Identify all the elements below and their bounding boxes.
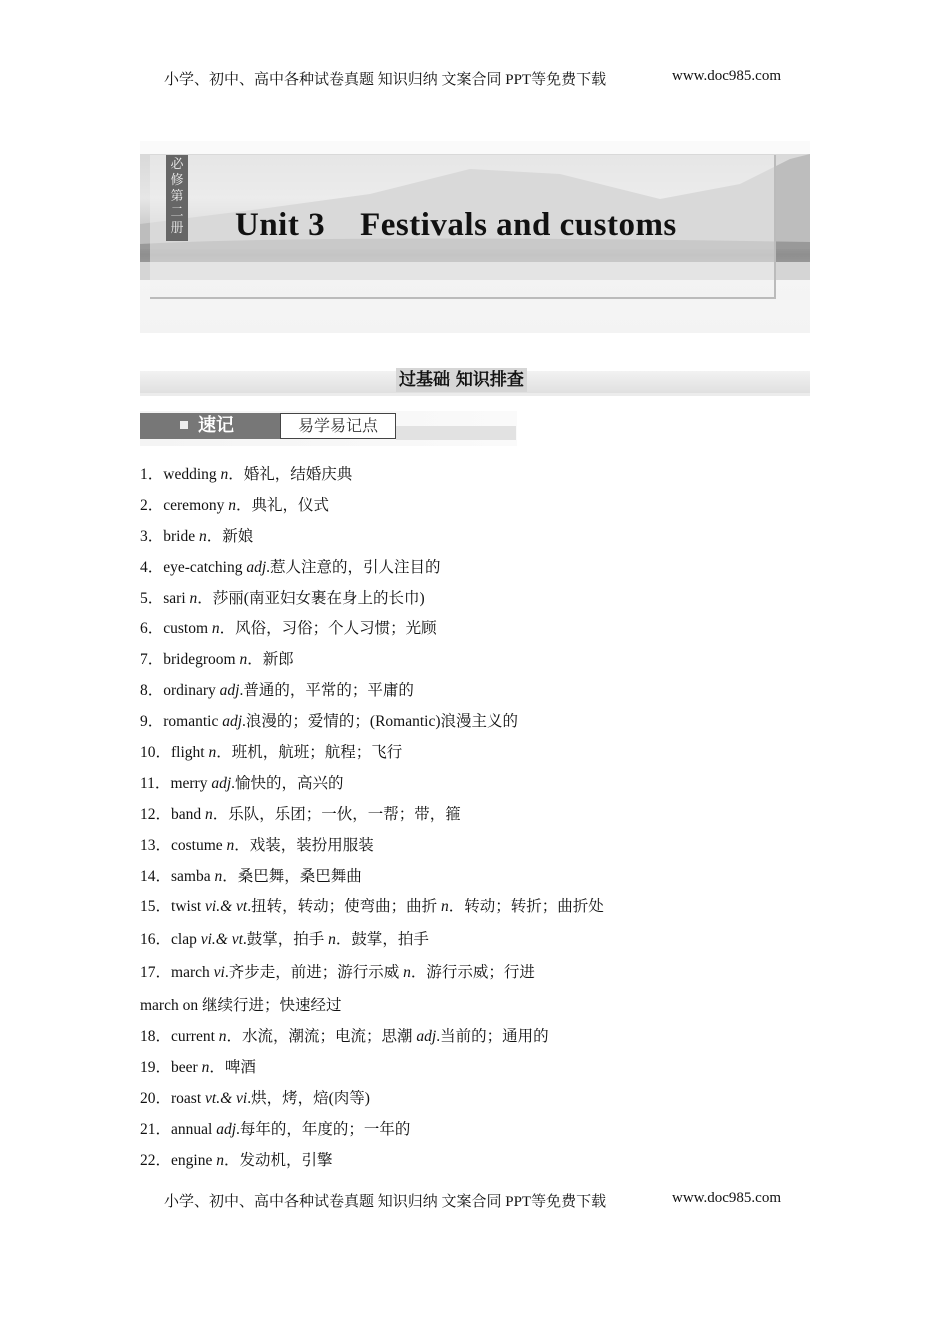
header-text: 小学、初中、高中各种试卷真题 知识归纳 文案合同 PPT等免费下载	[164, 72, 607, 88]
quick-label: 速记	[198, 415, 234, 436]
entry-meaning: ．发动机，引擎	[223, 1151, 333, 1169]
vocab-entry	[140, 524, 604, 555]
entry-word: samba	[171, 867, 215, 885]
vocab-entry	[140, 616, 604, 647]
vocabulary-list	[140, 462, 604, 1179]
vocab-entry	[140, 678, 604, 709]
vocab-entry	[140, 586, 604, 617]
vocab-entry	[140, 802, 604, 833]
entry-word: flight	[171, 744, 209, 762]
entry-word: engine	[171, 1151, 217, 1169]
entry-number: 2．	[140, 496, 164, 514]
vocab-entry	[140, 493, 604, 524]
entry-meaning: .浪漫的；爱情的；(Romantic)浪漫主义的	[242, 713, 519, 731]
part-of-speech: n	[208, 744, 217, 762]
part-of-speech: n	[199, 527, 207, 545]
part-of-speech: vi.& vt	[200, 931, 243, 949]
entry-meaning: .齐步走，前进；游行示威	[224, 964, 404, 982]
part-of-speech: adj	[211, 774, 232, 792]
vocab-entry	[140, 1148, 604, 1179]
vocab-entry	[140, 894, 604, 927]
part-of-speech: adj	[246, 558, 267, 576]
entry-meaning: .当前的；通用的	[436, 1028, 549, 1046]
entry-meaning: .普通的，平常的；平庸的	[239, 682, 414, 700]
entry-meaning: .扭转，转动；使弯曲；曲折	[247, 898, 441, 916]
vocab-entry	[140, 462, 604, 493]
part-of-speech: n	[218, 1028, 227, 1046]
quick-memory-header	[140, 411, 517, 446]
vocab-entry	[140, 927, 604, 960]
entry-number: 6．	[140, 620, 164, 638]
entry-word: sari	[163, 589, 190, 607]
entry-word: ceremony	[163, 496, 229, 514]
entry-meaning: ．新娘	[206, 527, 254, 545]
entry-word: current	[171, 1028, 219, 1046]
decor-bar	[396, 426, 516, 440]
entry-number: 20．	[140, 1090, 172, 1108]
part-of-speech: adj	[216, 1121, 237, 1139]
entry-number: 15．	[140, 898, 172, 916]
entry-word: roast	[171, 1090, 206, 1108]
part-of-speech: adj	[219, 682, 240, 700]
entry-number: 12．	[140, 805, 172, 823]
part-of-speech: n	[228, 496, 236, 514]
part-of-speech: vt.& vi	[205, 1090, 248, 1108]
entry-meaning: ．婚礼，结婚庆典	[228, 466, 353, 483]
unit-banner	[140, 141, 810, 333]
entry-meaning: ．莎丽(南亚妇女裹在身上的长巾)	[197, 589, 425, 607]
entry-number: 8．	[140, 682, 164, 700]
entry-number: 17．	[140, 964, 172, 982]
entry-number: 1．	[140, 466, 164, 483]
vocab-entry	[140, 771, 604, 802]
entry-meaning: ．典礼，仪式	[236, 496, 330, 514]
part-of-speech: n	[220, 466, 229, 483]
vocab-entry	[140, 1055, 604, 1086]
entry-number: 10．	[140, 744, 172, 762]
entry-word: beer	[171, 1059, 202, 1077]
entry-meaning: ．转动；转折；曲折处	[448, 898, 604, 916]
part-of-speech: n	[226, 836, 235, 854]
book-tag: 必修第二册	[166, 155, 188, 241]
entry-word: bridegroom	[163, 651, 240, 669]
part-of-speech: n	[214, 867, 223, 885]
entry-number: 4．	[140, 558, 164, 576]
vocab-entry	[140, 647, 604, 678]
entry-meaning: ．桑巴舞，桑巴舞曲	[222, 867, 362, 885]
entry-meaning: .每年的，年度的；一年的	[236, 1121, 411, 1139]
quick-sublabel: 易学易记点	[280, 413, 396, 439]
header-url: www.doc985.com	[672, 68, 782, 84]
quick-label-box	[140, 413, 280, 439]
part-of-speech: n	[403, 964, 411, 982]
entry-number: 7．	[140, 651, 164, 669]
entry-word: twist	[171, 898, 206, 916]
entry-meaning: ．鼓掌，拍手	[335, 931, 429, 949]
entry-meaning: ．游行示威；行进	[410, 964, 535, 982]
entry-word: march	[171, 964, 214, 982]
section-header	[140, 371, 810, 396]
vocab-entry	[140, 1086, 604, 1117]
part-of-speech: n	[205, 805, 213, 823]
part-of-speech: n	[201, 1059, 210, 1077]
entry-meaning: .鼓掌，拍手	[242, 931, 329, 949]
entry-meaning: ．戏装，装扮用服装	[234, 836, 374, 854]
entry-number: 16．	[140, 931, 172, 949]
entry-word: band	[171, 805, 206, 823]
vocab-entry	[140, 864, 604, 895]
part-of-speech: n	[328, 931, 336, 949]
part-of-speech: n	[189, 589, 198, 607]
entry-number: 11．	[140, 774, 171, 792]
vocab-entry	[140, 833, 604, 864]
vocab-entry	[140, 555, 604, 586]
entry-word: bride	[163, 527, 199, 545]
entry-word: costume	[171, 836, 227, 854]
part-of-speech: adj	[416, 1028, 437, 1046]
unit-title: Unit 3 Festivals and customs	[235, 207, 677, 243]
entry-meaning: ．啤酒	[209, 1059, 256, 1077]
entry-number: 3．	[140, 527, 164, 545]
vocab-entry	[140, 740, 604, 771]
entry-number: 22．	[140, 1151, 172, 1169]
entry-number: 14．	[140, 867, 172, 885]
part-of-speech: vi.& vt	[205, 898, 248, 916]
section-title: 过基础 知识排查	[396, 368, 527, 392]
entry-meaning: ．水流，潮流；电流；思潮	[226, 1028, 417, 1046]
entry-word: eye-catching	[163, 558, 247, 576]
part-of-speech: n	[441, 898, 449, 916]
entry-word: clap	[171, 931, 201, 949]
vocab-entry	[140, 960, 604, 993]
entry-meaning: .愉快的，高兴的	[231, 774, 344, 792]
part-of-speech: n	[216, 1151, 224, 1169]
entry-number: 18．	[140, 1028, 172, 1046]
entry-number: 21．	[140, 1121, 172, 1139]
entry-word: ordinary	[163, 682, 220, 700]
entry-meaning: ．班机，航班；航程；飞行	[216, 744, 403, 762]
entry-word: annual	[171, 1121, 217, 1139]
entry-meaning: .烘，烤，焙(肉等)	[247, 1090, 370, 1108]
part-of-speech: n	[239, 651, 248, 669]
entry-word: romantic	[163, 713, 223, 731]
vocab-entry	[140, 1117, 604, 1148]
vocab-entry	[140, 993, 604, 1024]
entry-number: 13．	[140, 836, 172, 854]
entry-word: merry	[170, 774, 212, 792]
entry-meaning: ．乐队，乐团；一伙，一帮；带，箍	[212, 805, 461, 823]
part-of-speech: vi	[213, 964, 225, 982]
part-of-speech: adj	[222, 713, 243, 731]
vocab-entry	[140, 1024, 604, 1055]
entry-word: march on 继续行进；快速经过	[140, 997, 342, 1015]
square-bullet-icon	[180, 421, 188, 429]
entry-number: 9．	[140, 713, 164, 731]
part-of-speech: n	[211, 620, 220, 638]
entry-meaning: ．风俗，习俗；个人习惯；光顾	[219, 620, 437, 638]
entry-meaning: ．新郎	[247, 651, 294, 669]
footer-url: www.doc985.com	[672, 1190, 782, 1206]
entry-number: 5．	[140, 589, 164, 607]
entry-meaning: .惹人注意的，引人注目的	[266, 558, 441, 576]
entry-number: 19．	[140, 1059, 172, 1077]
entry-word: custom	[163, 620, 212, 638]
footer-text: 小学、初中、高中各种试卷真题 知识归纳 文案合同 PPT等免费下载	[164, 1194, 607, 1210]
entry-word: wedding	[163, 466, 221, 483]
vocab-entry	[140, 709, 604, 740]
